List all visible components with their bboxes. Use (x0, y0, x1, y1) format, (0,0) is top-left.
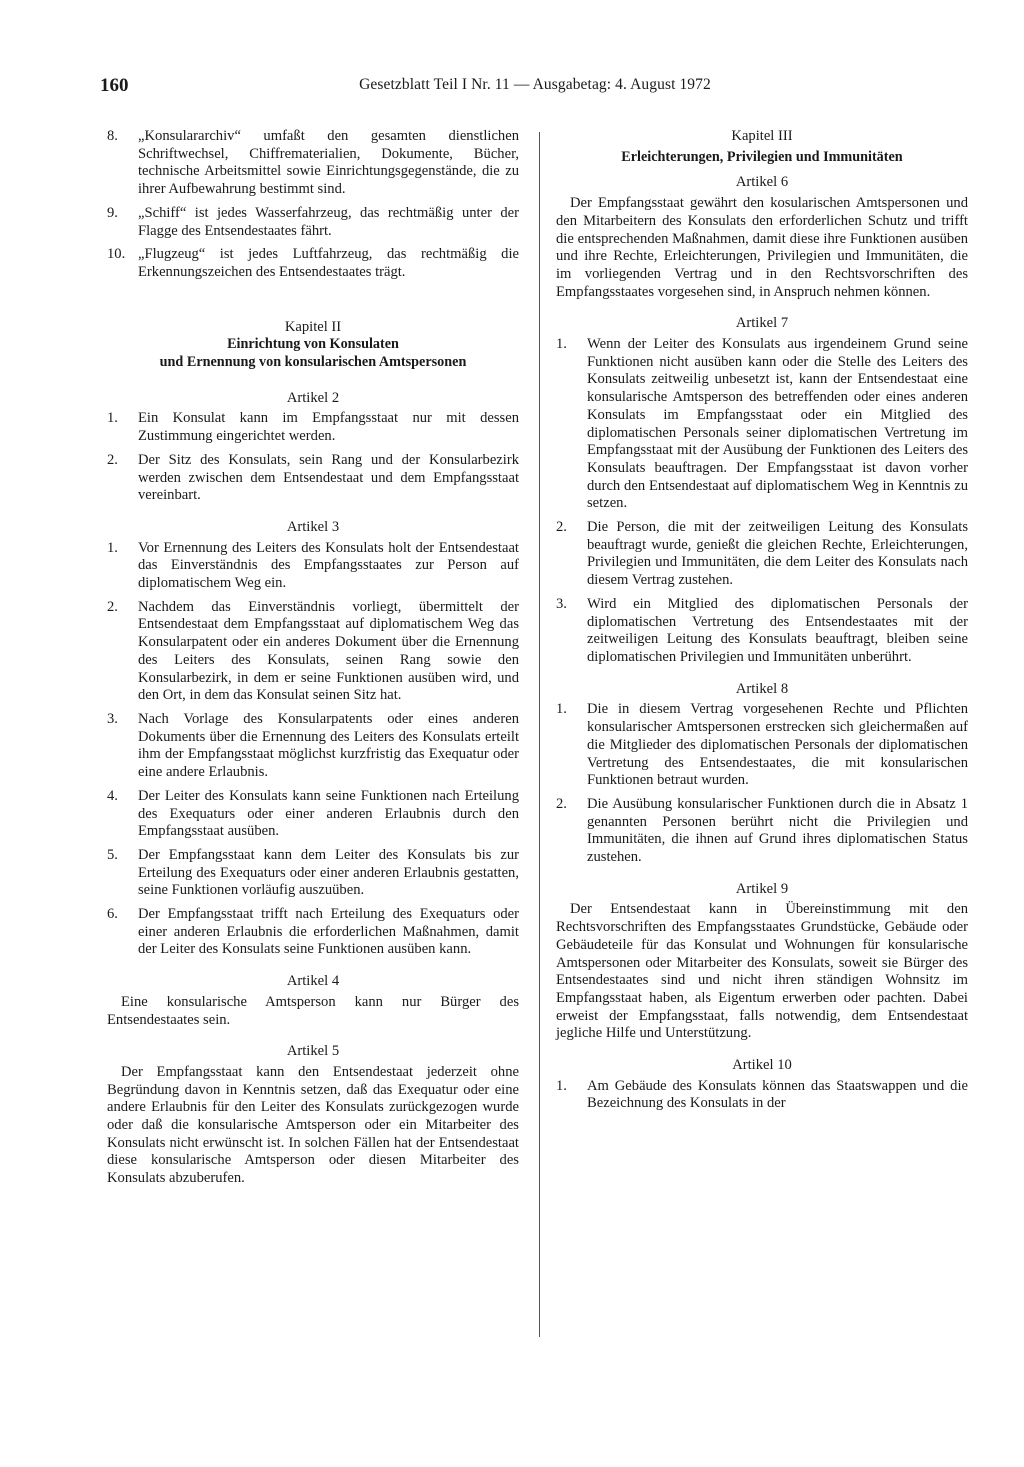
article-text: Der Entsendestaat kann in Übereinstimmung mit den Rechtsvorschriften des Empfangsstaates Grundstücke, Gebäude oder Gebäudeteile für das Konsulat und Wohnungen für konsularische Amtspersonen oder Mitarbeiter des Konsulats, soweit sie Bürger des Entsendestaates sind und nicht ihren ständigen Wohnsitz im Empfangsstaat haben, als Eigentum erwerben oder pachten. Dabei erweist der Empfangsstaat, falls notwendig, dem Entsendestaat jegliche Hilfe und Unterstützung. (556, 901, 968, 1042)
chapter-title: Kapitel III (731, 128, 793, 144)
clause-item (556, 1078, 968, 1113)
item-text: Ein Konsulat kann im Empfangsstaat nur mit dessen Zustimmung eingerichtet werden. (138, 410, 519, 445)
clause-item (107, 599, 519, 705)
item-number: 1. (556, 336, 567, 353)
item-text: Der Leiter des Konsulats kann seine Funktionen nach Erteilung des Exequaturs oder einer anderen Erlaubnis durch den Empfangsstaat ausüben. (138, 787, 519, 840)
clause-item (107, 540, 519, 593)
running-title: Gesetzblatt Teil I Nr. 11 — Ausgabetag: 4. August 1972 (359, 76, 711, 93)
item-number: 1. (556, 1077, 567, 1094)
item-text: Die in diesem Vertrag vorgesehenen Rechte und Pflichten konsularischer Amtspersonen erstrecken sich gleichermaßen auf die Mitglieder des diplomatischen Personals der diplomatischen Vertretung des Entsendestaates, die mit konsularischen Funktionen betraut wurden. (587, 701, 968, 789)
item-number: 8. (107, 128, 118, 144)
article-text: Der Empfangsstaat kann den Entsendestaat jederzeit ohne Begründung davon in Kenntnis setzen, daß das Exequatur oder eine andere Erlaubnis für den Leiter des Konsulats zurückgezogen wurde oder daß die konsularische Amtsperson oder ein Mitarbeiter des Konsulats nicht erwünscht ist. In solchen Fällen hat der Entsendestaat diese konsularische Amtsperson oder diesen Mitarbeiter des Konsulats abzuberufen. (107, 1063, 519, 1187)
item-text: Am Gebäude des Konsulats können das Staatswappen und die Bezeichnung des Konsulats in der (587, 1077, 968, 1112)
column-divider (539, 132, 540, 1337)
clause-item (556, 796, 968, 867)
item-number: 10. (107, 246, 126, 263)
clause-item (107, 410, 519, 445)
item-number: 2. (107, 451, 118, 468)
definition-item (107, 128, 519, 199)
article-text: Eine konsularische Amtsperson kann nur Bürger des Entsendestaates sein. (107, 993, 519, 1028)
item-number: 3. (556, 595, 567, 612)
item-text: Vor Ernennung des Leiters des Konsulats holt der Entsendestaat das Einverständnis des Empfangsstaates zur Person auf diplomatischem Weg ein. (138, 539, 519, 592)
article-title: Artikel 6 (735, 174, 789, 191)
item-text: „Schiff“ ist jedes Wasserfahrzeug, das rechtmäßig unter der Flagge des Entsendestaates fährt. (138, 204, 519, 239)
item-number: 4. (107, 787, 118, 804)
chapter-title: Kapitel II (284, 318, 342, 335)
item-number: 9. (107, 204, 118, 221)
clause-item (556, 336, 968, 513)
clause-item (107, 847, 519, 900)
clause-item (107, 452, 519, 505)
item-number: 5. (107, 846, 118, 863)
article-title: Artikel 9 (735, 880, 789, 897)
item-text: Nachdem das Einverständnis vorliegt, übermittelt der Entsendestaat dem Empfangsstaat auf diplomatischem Weg das Konsularpatent oder ein anderes Dokument über die Ernennung des Leiters des Konsulats, seinen Rang sowie den Konsularbezirk, in dem er seine Funktionen ausüben wird, und den Ort, in dem das Konsulat seinen Sitz hat. (138, 598, 519, 704)
clause-item (556, 701, 968, 790)
article-title: Artikel 8 (735, 680, 789, 697)
item-number: 2. (556, 795, 567, 812)
clause-item (107, 788, 519, 841)
article-title: Artikel 4 (286, 973, 340, 990)
page-number: 160 (100, 75, 129, 96)
item-text: Wird ein Mitglied des diplomatischen Personals der diplomatischen Vertretung des Entsendestaates mit der zeitweiligen Leitung des Konsulats beauftragt, bleiben seine diplomatischen Privilegien und Immunitäten unberührt. (587, 595, 968, 665)
item-number: 3. (107, 710, 118, 727)
item-text: Wenn der Leiter des Konsulats aus irgendeinem Grund seine Funktionen nicht ausüben kann oder die Stelle des Leiters des Konsulats zeitweilig unbesetzt ist, kann der Entsendestaat eine konsularische Amtsperson des betreffenden oder eines anderen Konsulats im Empfangsstaat oder ein Mitglied des diplomatischen Personals seiner diplomatischen Vertretung im Empfangsstaat mit der Ausübung der Funktionen des Leiters des Konsulats beauftragen. Der Empfangsstaat ist davon vorher durch den Entsendestaat auf diplomatischem Weg in Kenntnis zu setzen. (587, 336, 968, 512)
item-text: Der Empfangsstaat kann dem Leiter des Konsulats bis zur Erteilung des Exequaturs oder einer anderen Erlaubnis gestatten, seine Funktionen vorläufig auszuüben. (138, 846, 519, 899)
item-number: 2. (556, 519, 567, 536)
item-text: Der Empfangsstaat trifft nach Erteilung des Exequaturs oder einer anderen Erlaubnis die erforderlichen Maßnahmen, damit der Leiter des Konsulats seine Funktionen ausüben kann. (138, 906, 519, 958)
item-text: Nach Vorlage des Konsularpatents oder eines anderen Dokuments über die Ernennung des Leiters des Konsulats erteilt ihm der Empfangsstaat möglichst kurzfristig das Exequatur oder eine andere Erlaubnis. (138, 710, 519, 781)
chapter-subtitle: Erleichterungen, Privilegien und Immunitäten (621, 148, 903, 165)
item-number: 1. (107, 410, 118, 427)
item-text: Der Sitz des Konsulats, sein Rang und der Konsularbezirk werden zwischen dem Entsendestaat und dem Empfangsstaat vereinbart. (138, 451, 519, 504)
left-column (107, 128, 519, 1194)
chapter-subtitle: und Ernennung von konsularischen Amtspersonen (159, 354, 467, 371)
item-number: 1. (556, 701, 567, 718)
item-text: „Flugzeug“ ist jedes Luftfahrzeug, das rechtmäßig die Erkennungszeichen des Entsendestaates trägt. (138, 246, 519, 280)
item-number: 1. (107, 539, 118, 556)
article-title: Artikel 3 (286, 518, 340, 535)
article-title: Artikel 10 (732, 1057, 792, 1074)
item-number: 2. (107, 598, 118, 615)
definition-item (107, 205, 519, 240)
item-text: Die Ausübung konsularischer Funktionen durch die in Absatz 1 genannten Personen berührt nicht die Privilegien und Immunitäten, die ihnen auf Grund ihres diplomatischen Status zustehen. (587, 795, 968, 866)
right-column (556, 128, 968, 1119)
article-title: Artikel 2 (286, 389, 340, 406)
clause-item (556, 519, 968, 590)
definition-item (107, 246, 519, 281)
item-number: 6. (107, 906, 118, 923)
clause-item (556, 596, 968, 667)
item-text: „Konsulararchiv“ umfaßt den gesamten dienstlichen Schriftwechsel, Chiffrematerialien, Dokumente, Bücher, technische Arbeitsmittel sowie Einrichtungsgegenstände, die zu ihrer Aufbewahrung bestimmt sind. (138, 128, 519, 198)
item-text: Die Person, die mit der zeitweiligen Leitung des Konsulats beauftragt wurde, genießt die gleichen Rechte, Erleichterungen, Privilegien und Immunitäten, die dem Leiter des Konsulats nach diesem Vertrag zustehen. (587, 519, 968, 589)
article-title: Artikel 7 (735, 315, 789, 332)
chapter-subtitle: Einrichtung von Konsulaten (227, 336, 399, 353)
article-text: Der Empfangsstaat gewährt den kosularischen Amtspersonen und den Mitarbeitern des Konsulats den erforderlichen Schutz und trifft die entsprechenden Maßnahmen, damit diese ihre Funktionen ausüben und ihre Rechte, Erleichterungen, Privilegien und Immunitäten, die im vorliegenden Vertrag und in den Rechtsvorschriften des Empfangsstaates vorgesehen sind, in Anspruch nehmen können. (556, 195, 968, 300)
clause-item (107, 711, 519, 782)
article-title: Artikel 5 (286, 1043, 340, 1060)
page-header (100, 75, 970, 105)
clause-item (107, 906, 519, 959)
